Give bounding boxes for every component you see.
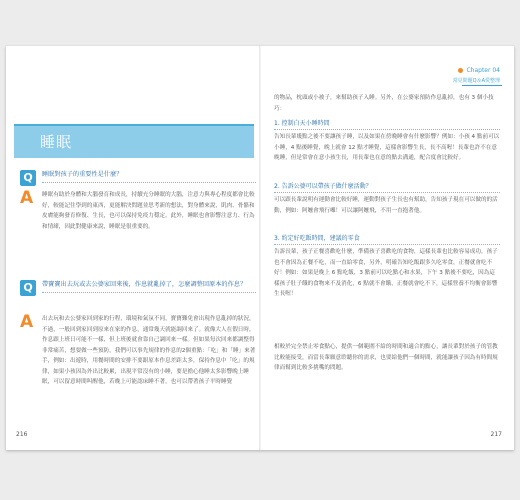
answer-2-text: 出去玩和去公婆家回到家的行程，環境和氣氛不同，寶寶難免會出現作息亂掉的狀況，不過，一般回到家回到原來在家的作息，通常幾天就能調回來了。就像大人在假日時，作息跟上班日可能不一樣，但上班後就會靠自己調回來一樣。但如果每次回來都調整得非常痛苦，想要做一些預防，我們可以事先規律的作息的2個重點：「吃」和「睡」來著手，例如：出遊時，用餐時間的安排不要跟原本作息差距太多，保持作息中「吃」的規律，如果小孩因為外出比較累，出現平常沒有的小睡，要是擔心他睡太多影響晚上睡眠，可以留意時間叫醒他，若晚上可能認床睡不著，也可以帶著孩子平時睡覺 [42,316,256,385]
chapter-subtitle: 常見問題Q＆A愛整理 [452,78,500,84]
section-title-band [14,124,254,158]
answer-2 [20,314,256,388]
section-title: 睡眠 [40,133,73,151]
tip-3-text: 告訴長輩，孩子正餐喜歡吃什麼，準備孩子喜歡吃的食物，這樣長輩也比較容易成功，孩子也不會因為正餐不吃，而一直給零食，另外，明確告知吃飯跟多久吃零食，正餐就會吃不好！例如：如果是晚上 6 點吃飯，3 點前可以吃點心和水果，下午 3 點後不要吃，因為這樣孩子肚子餓的食物來不及消化，6 點就不會餓，正餐就會吃不下，這樣營養不均衡會影響生長喔！ [274,249,498,297]
tip-1-heading: 1. 控制白天小睡時間 [274,120,330,127]
question-2-text: 帶寶寶出去玩或去公婆家回來後，作息就亂掉了，怎麼調整回原本的作息？ [42,280,256,293]
chapter-label-text: Chapter 04 [466,67,500,74]
tip-3-heading: 3. 約定好吃飯時間，建議的零食 [274,235,360,242]
tip-1-rule [274,129,500,130]
q-badge-icon: Q [20,280,36,296]
right-page [260,46,514,450]
chapter-rule [462,85,502,86]
tip-2-rule [274,192,500,193]
intro-paragraph: 的物品，枕頭或小被子，來幫助孩子入睡。另外，在公婆家預防作息亂掉，也有 3 個小技巧： [274,95,494,112]
tip-3-rule [274,244,500,245]
q-badge-icon: Q [20,170,36,186]
closing-paragraph: 相較於完全禁止零食點心，提供一個範圍不給的時間和適合的點心，讓長輩對於孩子的管教比較能接受，而當長輩願意聆聽你的需求，也要給他們一個時間，就能讓孩子因為有時間規律而幫到比較多挑嘴的問題。 [274,344,498,371]
question-1 [20,170,256,183]
chapter-dot-icon [458,68,463,73]
answer-1-text: 睡眠有助於身體和大腦發育和成長，持續充分睡眠的大腦，注意力與專心程度都會比較好，較能記住學到的東西，更能解決問題並思考新的想法，對身體來說，肌肉、骨骼和皮膚能夠發育修復、生長，也可以保持免疫力穩定。此外，睡眠也會影響注意力、行為和情緒，因此對健康來說，睡眠是很重要的。 [42,192,255,230]
tip-1-text: 告知長輩幾點之後不要讓孩子睡，以及如果在傍晚睡會有什麼影響？例如：小孩 4 點前可以小睡，4 點後睡覺，晚上就會 12 點才睡覺，這樣會影響生長，長不高喔！長輩也許不在意晚睡，但是常會在意小孩生長，用長輩也在意的點去溝通，配合度會比較好。 [274,134,500,161]
a-badge-icon: A [20,312,34,332]
answer-1 [20,190,256,232]
tip-2-text: 可以跟長輩說明有運動會比較好睡，運動對孩子生長也有幫助，告知孩子現在可以做的的活動，例如：阿嬤會飛行囉！可以讓阿嬤飛，不用一直抱著他。 [274,197,498,214]
chapter-label [458,67,500,74]
book-spread [6,46,514,450]
tip-2-heading: 2. 告訴公婆可以帶孩子做什麼活動？ [274,183,372,190]
page-number-right: 217 [490,431,502,438]
a-badge-icon: A [20,188,34,208]
page-number-left: 216 [16,431,28,438]
question-1-text: 睡眠對孩子的重要性是什麼？ [42,170,256,183]
left-page [6,46,260,450]
question-2 [20,280,256,293]
